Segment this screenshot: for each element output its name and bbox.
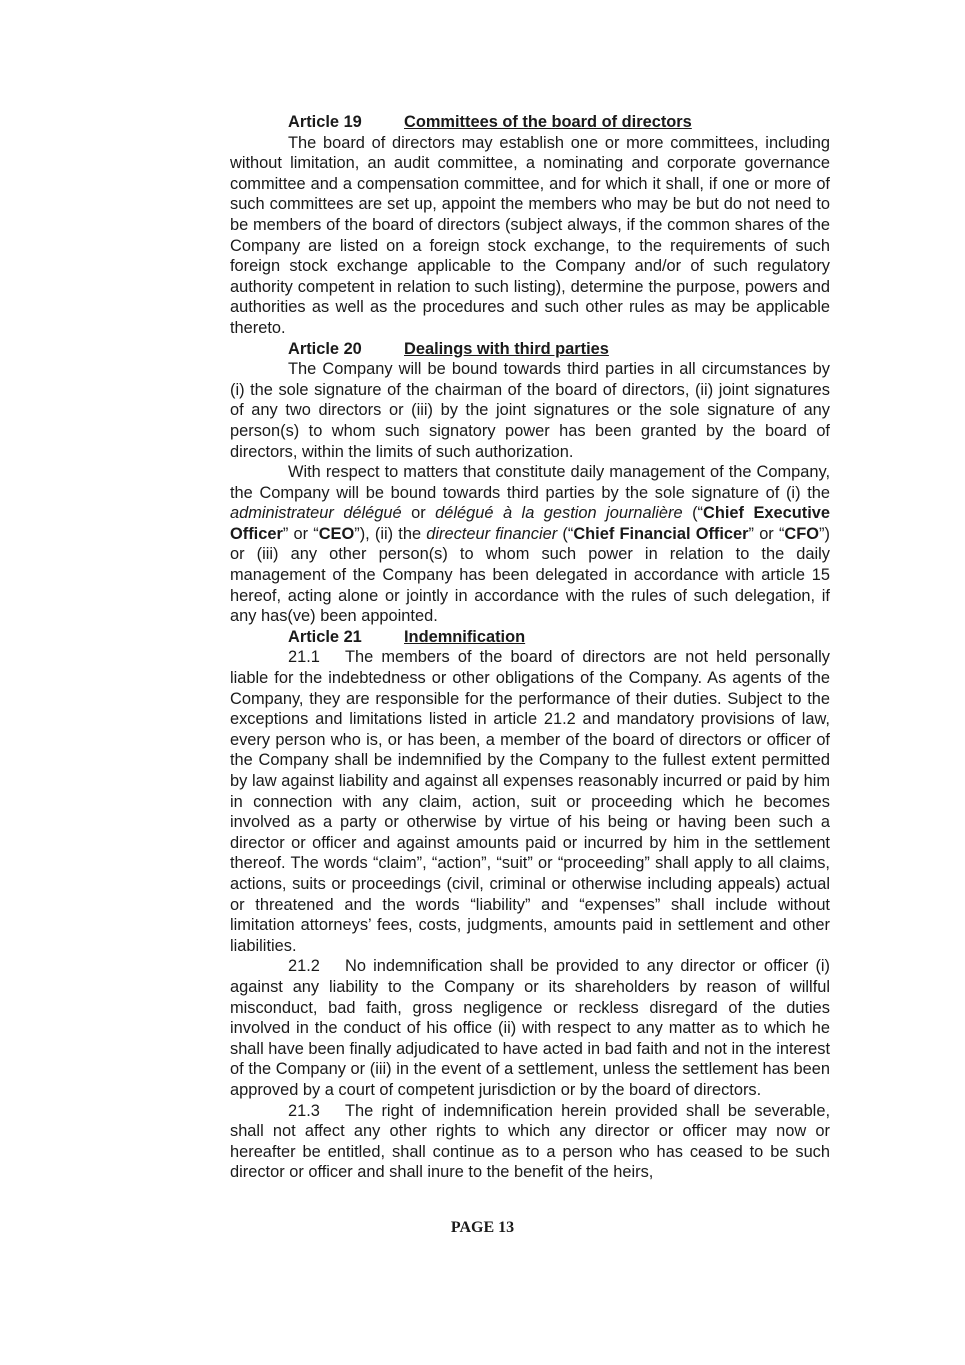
section-number: 21.3 [288, 1101, 320, 1120]
article-19-heading [230, 112, 830, 133]
italic-term: directeur financier [426, 524, 558, 543]
text-run: ” or “ [748, 524, 785, 543]
article-21-heading [230, 627, 830, 648]
text-run: ”), (ii) the [354, 524, 427, 543]
section-number: 21.2 [288, 957, 320, 976]
text-run: (“ [682, 504, 704, 523]
article-21-2-paragraph [230, 956, 830, 1100]
defined-term: CFO [784, 524, 820, 543]
article-21-1-paragraph [230, 647, 830, 956]
text-run: With respect to matters that constitute daily management of the Company, the Company will be bound towards third parties by the sole signature of (i) the [230, 463, 830, 502]
italic-term: délégué à la gestion journalière [435, 504, 683, 523]
section-text: The right of indemnification herein provided shall be severable, shall not affect any other rights to which any director or officer may now or hereafter be entitled, shall continue as to a person who has ceased to be such director or officer and shall inure to the benefit of the heirs, [230, 1101, 830, 1182]
page-number: PAGE 13 [450, 1219, 515, 1236]
article-20-paragraph-1: The Company will be bound towards third parties in all circumstances by (i) the sole signature of the chairman of the board of directors, (ii) joint signatures of any two directors or (iii) by the joint signatures or the sole signature of any person(s) to whom such signatory power has been granted by the board of directors, within the limits of such authorization. [230, 360, 830, 461]
section-text: The members of the board of directors are not held personally liable for the indebtedness or other obligations of the Company. As agents of the Company, they are responsible for the performance of their duties. Subject to the exceptions and limitations listed in article 21.2 and mandatory provisions of law, every person who is, or has been, a member of the board of directors or officer of the Company shall be indemnified by the Company to the fullest extent permitted by law against liability and against all expenses reasonably incurred or paid by him in connection with any claim, action, suit or proceeding which he becomes involved as a party or otherwise by virtue of his being or having been such a director or officer and against amounts paid or incurred by him in the settlement thereof. The words “claim”, “action”, “suit” or “proceeding” shall apply to all claims, actions, suits or proceedings (civil, criminal or otherwise including appeals) actual or threatened and the words “liability” and “expenses” shall include without limitation attorneys’ fees, costs, judgments, amounts paid in settlement and other liabilities. [230, 648, 830, 955]
article-title: Committees of the board of directors [404, 113, 692, 131]
article-number: Article 19 [288, 113, 362, 131]
article-20-heading [230, 339, 830, 360]
article-20-paragraph-2 [230, 462, 830, 627]
text-run: ” or “ [282, 524, 319, 543]
text-run: or [401, 504, 436, 523]
article-title: Dealings with third parties [404, 339, 609, 358]
defined-term: Chief Executive Officer [230, 504, 830, 543]
defined-term: CEO [318, 524, 355, 543]
italic-term: administrateur délégué [230, 504, 402, 523]
text-run: ”) or (iii) any other person(s) to whom such power in relation to the daily management of the Company has been delegated in accordance with article 15 hereof, acting alone or jointly in accordance with the rules of such delegation, if any has(ve) been appointed. [230, 524, 830, 626]
article-title: Indemnification [404, 627, 526, 646]
article-number: Article 21 [288, 627, 362, 646]
article-19-paragraph: The board of directors may establish one or more committees, including without limitation, an audit committee, a nominating and corporate governance committee and a compensation committee, and for which it shall, if one or more of such committees are set up, appoint the members who may be but do not need to be members of the board of directors (subject always, if the common shares of the Company are listed on a foreign stock exchange, to the requirements of such foreign stock exchange applicable to the Company and/or of such regulatory authority competent in relation to such listing), determine the purpose, powers and authorities as well as the procedures and such other rules as may be applicable thereto. [230, 133, 830, 337]
section-number: 21.1 [288, 648, 320, 667]
defined-term: Chief Financial Officer [573, 524, 749, 543]
article-number: Article 20 [288, 339, 362, 358]
document-body [230, 112, 830, 1183]
article-21-3-paragraph [230, 1101, 830, 1183]
section-text: No indemnification shall be provided to any director or officer (i) against any liability to the Company or its shareholders by reason of willful misconduct, bad faith, gross negligence or reckless disregard of the duties involved in the conduct of his office (ii) with respect to any matter as to which he shall have been finally adjudicated to have acted in bad faith and not in the interest of the Company or (iii) in the event of a settlement, unless the settlement has been approved by a court of competent jurisdiction or by the board of directors. [230, 957, 830, 1099]
text-run: (“ [557, 524, 574, 543]
